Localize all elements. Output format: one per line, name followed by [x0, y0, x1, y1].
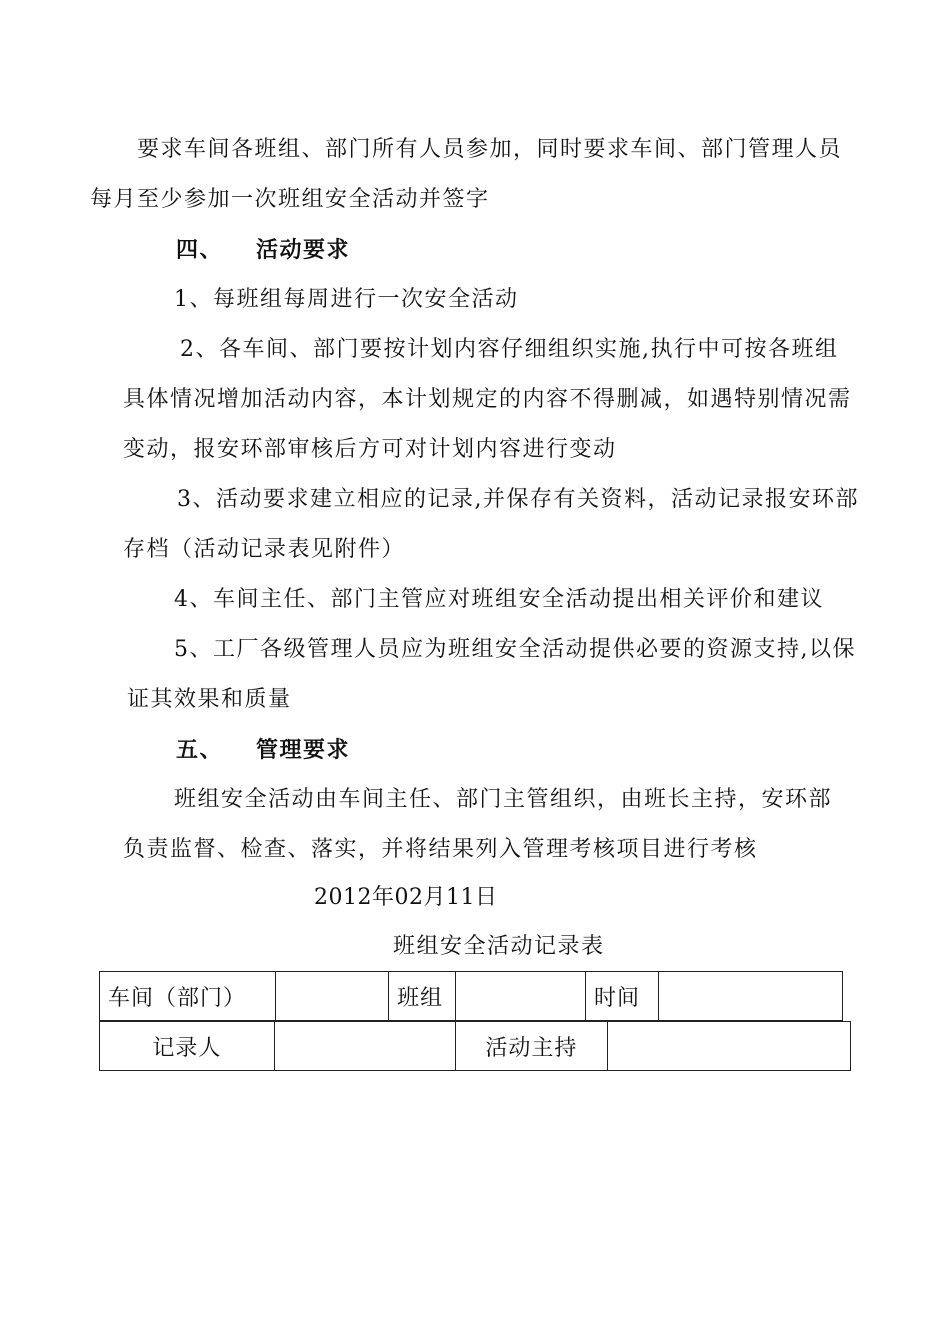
recorder-label: 记录人	[100, 1022, 275, 1071]
team-label: 班组	[389, 972, 456, 1021]
workshop-value-cell[interactable]	[275, 972, 388, 1021]
requirement-4: 4、车间主任、部门主管应对班组安全活动提出相关评价和建议	[174, 587, 824, 612]
section-heading-5	[176, 735, 350, 765]
activity-record-table-row2	[99, 1021, 851, 1071]
document-date: 2012年02月11日	[314, 885, 498, 910]
time-label: 时间	[585, 972, 658, 1021]
management-line-1: 班组安全活动由车间主任、部门主管组织，由班长主持，安环部	[174, 787, 833, 812]
activity-record-table	[99, 971, 843, 1021]
requirement-2-line-2: 具体情况增加活动内容，本计划规定的内容不得删减，如遇特别情况需	[123, 387, 852, 412]
workshop-label: 车间（部门）	[100, 972, 276, 1021]
table-row	[100, 972, 843, 1021]
section-title: 活动要求	[256, 237, 351, 263]
paragraph-line: 每月至少参加一次班组安全活动并签字	[90, 187, 490, 212]
section-title: 管理要求	[256, 737, 351, 763]
requirement-3-line-2: 存档（活动记录表见附件）	[123, 537, 406, 562]
requirement-2-line-1: 2、各车间、部门要按计划内容仔细组织实施,执行中可按各班组	[180, 337, 839, 362]
host-value-cell[interactable]	[608, 1022, 851, 1071]
table-title: 班组安全活动记录表	[393, 934, 605, 959]
section-number: 四、	[176, 237, 224, 263]
requirement-2-line-3: 变动，报安环部审核后方可对计划内容进行变动	[123, 437, 617, 462]
recorder-value-cell[interactable]	[274, 1022, 455, 1071]
management-line-2: 负责监督、检查、落实，并将结果列入管理考核项目进行考核	[123, 837, 758, 862]
table-row	[100, 1022, 851, 1071]
requirement-1: 1、每班组每周进行一次安全活动	[174, 287, 519, 312]
host-label: 活动主持	[455, 1022, 608, 1071]
time-value-cell[interactable]	[659, 972, 843, 1021]
requirement-3-line-1: 3、活动要求建立相应的记录,并保存有关资料，活动记录报安环部	[177, 487, 859, 512]
requirement-5-line-2: 证其效果和质量	[127, 687, 292, 712]
section-heading-4	[176, 235, 350, 265]
section-number: 五、	[176, 737, 224, 763]
requirement-5-line-1: 5、工厂各级管理人员应为班组安全活动提供必要的资源支持,以保	[174, 637, 856, 662]
team-value-cell[interactable]	[456, 972, 586, 1021]
paragraph-line: 要求车间各班组、部门所有人员参加，同时要求车间、部门管理人员	[137, 137, 843, 162]
